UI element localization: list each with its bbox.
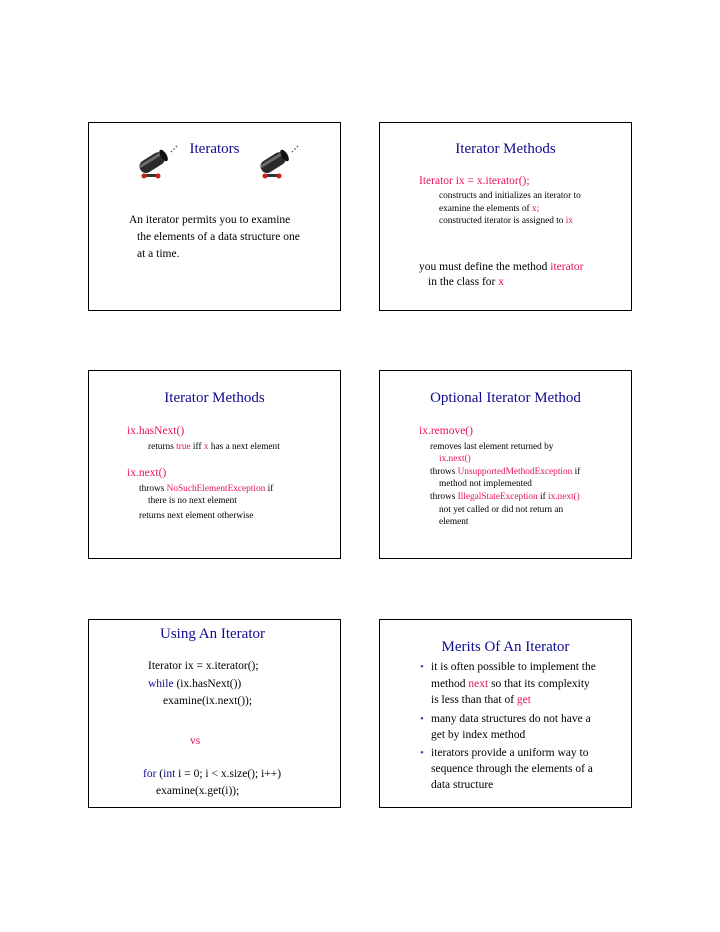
desc-text: throws xyxy=(139,484,167,494)
slide-using-an-iterator xyxy=(88,619,341,808)
method-desc xyxy=(430,492,580,502)
desc-line xyxy=(439,204,539,214)
desc-text: if xyxy=(572,467,581,477)
text: method xyxy=(431,678,469,690)
slide-merits-of-an-iterator xyxy=(379,619,632,808)
desc-text: has a next element xyxy=(208,442,280,452)
slide-title: Optional Iterator Method xyxy=(430,390,581,406)
code-line: examine(ix.next()); xyxy=(163,695,253,707)
text: is less than that of xyxy=(431,694,517,706)
body-line: An iterator permits you to examine xyxy=(129,214,291,226)
note-line xyxy=(428,276,504,288)
method-desc: method not implemented xyxy=(439,479,532,489)
method-desc xyxy=(430,467,580,477)
desc-var: x; xyxy=(531,204,540,214)
desc-exception: NoSuchElementException xyxy=(166,484,266,494)
code-line: Iterator ix = x.iterator(); xyxy=(419,175,530,187)
code-line: Iterator ix = x.iterator(); xyxy=(148,660,259,672)
bullet-text: iterators provide a uniform way to xyxy=(431,747,589,759)
desc-text: throws xyxy=(430,467,458,477)
slide-title: Iterator Methods xyxy=(164,390,265,406)
desc-text: returns xyxy=(148,442,177,452)
desc-line: constructs and initializes an iterator to xyxy=(439,191,581,201)
desc-exception: UnsupportedMethodException xyxy=(457,467,573,477)
method-desc: element xyxy=(439,517,469,527)
bullet-text: many data structures do not have a xyxy=(431,713,591,725)
note-line xyxy=(419,261,583,273)
method-ref: get xyxy=(516,694,531,706)
method-name: ix.next() xyxy=(127,467,167,479)
note-text: you must define the method xyxy=(419,261,551,273)
method-desc: there is no next element xyxy=(148,496,237,506)
desc-text: throws xyxy=(430,492,458,502)
code-keyword: while xyxy=(148,678,174,690)
slide-title: Iterators xyxy=(189,141,240,157)
note-text: in the class for xyxy=(428,276,499,288)
method-desc: returns next element otherwise xyxy=(139,511,254,521)
bullet-text xyxy=(431,678,590,690)
body-line: at a time. xyxy=(137,248,180,260)
code-keyword: for xyxy=(143,768,157,780)
desc-text: examine the elements of xyxy=(439,204,532,214)
desc-text: constructed iterator is assigned to xyxy=(439,216,566,226)
desc-line xyxy=(439,216,573,226)
text: so that its complexity xyxy=(488,678,590,690)
bullet-text: get by index method xyxy=(431,729,526,741)
code-text: (ix.hasNext()) xyxy=(173,678,242,690)
bullet-icon: • xyxy=(420,713,424,725)
cannon-icon xyxy=(254,143,300,183)
desc-exception: IllegalStateException xyxy=(457,492,538,502)
bullet-text xyxy=(431,694,531,706)
slide-iterators xyxy=(88,122,341,311)
desc-keyword: true xyxy=(176,442,191,452)
desc-var: ix xyxy=(565,216,573,226)
bullet-text: data structure xyxy=(431,779,494,791)
vs-label: vs xyxy=(190,735,201,747)
slide-title: Using An Iterator xyxy=(160,626,265,642)
slide-iterator-methods-2 xyxy=(88,370,341,559)
method-desc: ix.next() xyxy=(439,454,471,464)
slide-iterator-methods-1 xyxy=(379,122,632,311)
method-name: ix.hasNext() xyxy=(127,425,185,437)
body-line: the elements of a data structure one xyxy=(137,231,300,243)
bullet-text: sequence through the elements of a xyxy=(431,763,593,775)
bullet-text: it is often possible to implement the xyxy=(431,661,596,673)
note-var: x xyxy=(498,276,505,288)
slide-title: Merits Of An Iterator xyxy=(441,639,570,655)
method-desc xyxy=(139,484,273,494)
method-desc: removes last element returned by xyxy=(430,442,554,452)
method-ref: next xyxy=(468,678,489,690)
cannon-icon xyxy=(133,143,179,183)
code-line: examine(x.get(i)); xyxy=(156,785,240,797)
desc-text: if xyxy=(265,484,274,494)
method-name: ix.remove() xyxy=(419,425,473,437)
slide-optional-iterator-method xyxy=(379,370,632,559)
desc-method: ix.next() xyxy=(548,492,580,502)
code-line xyxy=(143,768,281,780)
bullet-icon: • xyxy=(420,661,424,673)
code-keyword: int xyxy=(163,768,176,780)
desc-text: if xyxy=(537,492,548,502)
code-text: ( xyxy=(156,768,164,780)
method-desc: not yet called or did not return an xyxy=(439,505,564,515)
desc-var: x xyxy=(203,442,209,452)
note-var: iterator xyxy=(550,261,584,273)
bullet-icon: • xyxy=(420,747,424,759)
method-desc xyxy=(148,442,280,452)
code-text: i = 0; i < x.size(); i++) xyxy=(175,768,282,780)
slide-title: Iterator Methods xyxy=(455,141,556,157)
code-line xyxy=(148,678,241,690)
desc-text: iff xyxy=(190,442,204,452)
